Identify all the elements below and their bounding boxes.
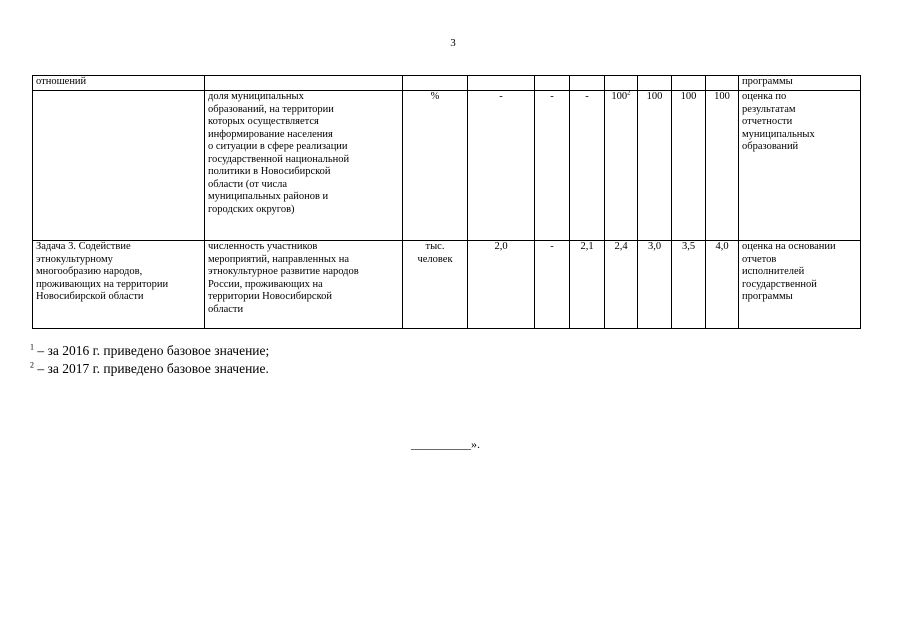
closing-line: __________». — [411, 437, 480, 451]
value-cell — [638, 76, 672, 91]
table-row — [33, 241, 861, 329]
value-cell: - — [468, 91, 535, 241]
value-cell: 2,1 — [570, 241, 605, 329]
table-row — [33, 91, 861, 241]
task-cell — [33, 91, 205, 241]
value-cell: 100 — [638, 91, 672, 241]
value-cell: 2,0 — [468, 241, 535, 329]
page-number: 3 — [450, 37, 456, 49]
indicator-cell — [205, 76, 403, 91]
table-row — [33, 76, 861, 91]
task-cell: Задача 3. Содействие этнокультурному многообразию народов, проживающих на территории Новосибирской области — [33, 241, 205, 329]
footnote-text: – за 2017 г. приведено базовое значение. — [34, 361, 269, 376]
footnote-2 — [30, 360, 269, 378]
unit-cell: % — [403, 91, 468, 241]
value-cell: 3,5 — [672, 241, 706, 329]
footnote-text: – за 2016 г. приведено базовое значение; — [34, 343, 270, 358]
value-text: 100 — [611, 91, 628, 102]
indicators-table — [32, 75, 861, 329]
value-cell: - — [535, 91, 570, 241]
value-cell — [468, 76, 535, 91]
value-cell — [535, 76, 570, 91]
footnote-1 — [30, 342, 269, 360]
value-cell: - — [535, 241, 570, 329]
footnotes — [30, 342, 269, 378]
source-cell: оценка по результатам отчетности муниципальных образований — [739, 91, 861, 241]
footnote-mark: 2 — [627, 90, 631, 97]
task-cell: отношений — [33, 76, 205, 91]
value-cell — [706, 76, 739, 91]
value-cell — [672, 76, 706, 91]
value-cell — [605, 91, 638, 241]
value-text: 2,4 — [614, 241, 628, 252]
footnote-mark: 2 — [30, 360, 34, 370]
unit-cell — [403, 76, 468, 91]
footnote-mark: 1 — [30, 342, 34, 352]
value-cell — [570, 76, 605, 91]
value-cell: 4,0 — [706, 241, 739, 329]
value-cell: 100 — [706, 91, 739, 241]
indicator-cell: численность участников мероприятий, направленных на этнокультурное развитие народов России, проживающих на территории Новосибирской области — [205, 241, 403, 329]
source-cell: программы — [739, 76, 861, 91]
value-cell — [605, 76, 638, 91]
indicator-cell: доля муниципальных образований, на территории которых осуществляется информирование населения о ситуации в сфере реализации государственной национальной политики в Новосибирской области (от числа муниципальных районов и городских округов) — [205, 91, 403, 241]
value-cell — [605, 241, 638, 329]
value-cell: - — [570, 91, 605, 241]
source-cell: оценка на основании отчетов исполнителей государственной программы — [739, 241, 861, 329]
unit-cell: тыс. человек — [403, 241, 468, 329]
value-cell: 100 — [672, 91, 706, 241]
value-cell: 3,0 — [638, 241, 672, 329]
